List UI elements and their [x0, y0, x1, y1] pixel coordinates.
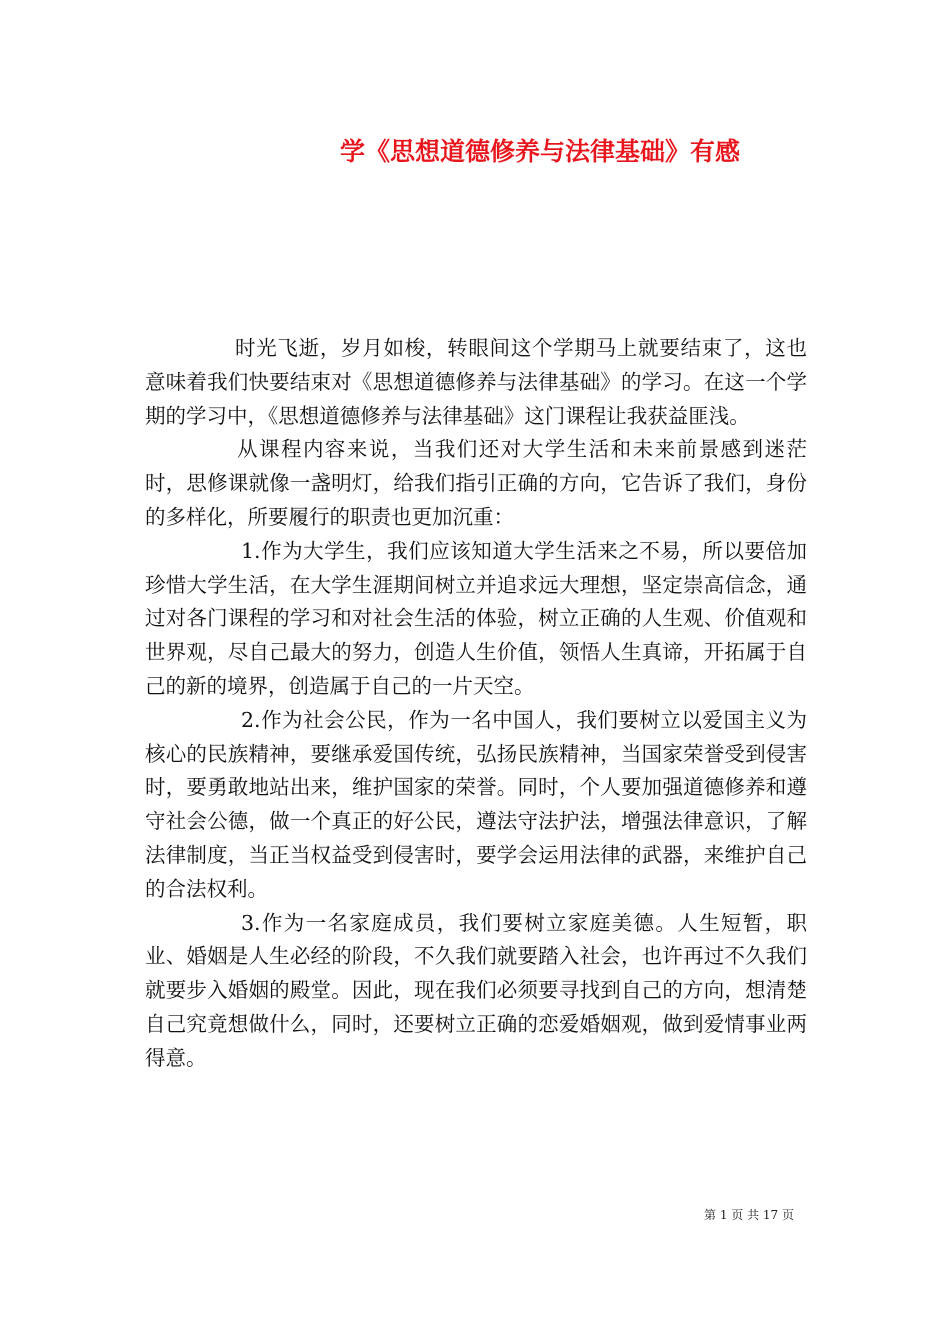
- paragraph-point-1: 1.作为大学生，我们应该知道大学生活来之不易，所以要倍加珍惜大学生活，在大学生涯期间树立并追求远大理想，坚定崇高信念，通过对各门课程的学习和对社会生活的体验，树立正确的人生观、价值观和世界观，尽自己最大的努力，创造人生价值，领悟人生真谛，开拓属于自己的新的境界，创造属于自己的一片天空。: [145, 538, 807, 698]
- paragraph-point-2: 2.作为社会公民，作为一名中国人，我们要树立以爱国主义为核心的民族精神，要继承爱国传统，弘扬民族精神，当国家荣誉受到侵害时，要勇敢地站出来，维护国家的荣誉。同时，个人要加强道德修养和遵守社会公德，做一个真正的好公民，遵法守法护法，增强法律意识，了解法律制度，当正当权益受到侵害时，要学会运用法律的武器，来维护自己的合法权利。: [145, 707, 807, 901]
- document-body: [145, 332, 807, 1076]
- paragraph-course-content: 从课程内容来说，当我们还对大学生活和未来前景感到迷茫时，思修课就像一盏明灯，给我们指引正确的方向，它告诉了我们，身份的多样化，所要履行的职责也更加沉重：: [145, 437, 807, 529]
- paragraph-intro: 时光飞逝，岁月如梭，转眼间这个学期马上就要结束了，这也意味着我们快要结束对《思想道德修养与法律基础》的学习。在这一个学期的学习中，《思想道德修养与法律基础》这门课程让我获益匪浅。: [145, 336, 807, 428]
- document-title: 学《思想道德修养与法律基础》有感: [339, 137, 740, 166]
- page-footer: 第 1 页 共 17 页: [704, 1208, 794, 1222]
- paragraph-point-3: 3.作为一名家庭成员，我们要树立家庭美德。人生短暂，职业、婚姻是人生必经的阶段，不久我们就要踏入社会，也许再过不久我们就要步入婚姻的殿堂。因此，现在我们必须要寻找到自己的方向，想清楚自己究竟想做什么，同时，还要树立正确的恋爱婚姻观，做到爱情事业两得意。: [145, 910, 807, 1070]
